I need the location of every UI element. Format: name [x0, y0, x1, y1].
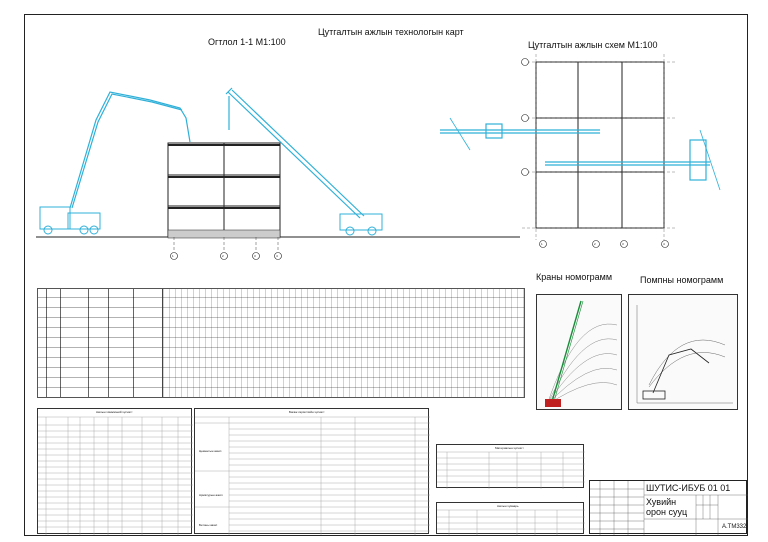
- section-axis-label: 4: [276, 254, 278, 258]
- plan-axis-label: 1: [541, 242, 543, 246]
- work-schedule-columns: [38, 289, 163, 397]
- title-block: [589, 480, 747, 534]
- work-schedule-summary-title: Ажлын хуваарь: [497, 504, 519, 508]
- building-name-line1: Хувийн: [646, 497, 677, 507]
- building-name: [646, 497, 687, 517]
- section-title: Огтлол 1-1 М1:100: [208, 37, 286, 47]
- crane-nomogram-title: Краны номограмм: [536, 272, 613, 282]
- work-schedule-table: [37, 288, 525, 398]
- equipment-group-label: Арматурын ажил: [199, 493, 223, 497]
- equipment-table-title: Багаж хэрэгслийн хүснэгт: [289, 410, 325, 414]
- work-schedule-summary-table: [436, 502, 584, 534]
- equipment-group-label: Бетоны ажил: [199, 523, 218, 527]
- equipment-group-label: Цементын ажил: [199, 449, 222, 453]
- pump-nomogram-title: Помпны номограмм: [640, 275, 724, 285]
- building-name-line2: орон сууц: [646, 507, 688, 517]
- plan-axis-label: 4: [663, 242, 665, 246]
- drawing-code: ШУТИС-ИБУБ 01 01: [646, 483, 731, 493]
- equipment-table: [194, 408, 429, 534]
- volume-table-title: Ажлын хэмжээний хүснэгт: [96, 410, 133, 414]
- materials-table-title: Материалын хүснэгт: [495, 446, 524, 450]
- section-axis-label: 3: [254, 254, 256, 258]
- section-axis-label: 2: [222, 254, 224, 258]
- crane-nomogram: [536, 294, 622, 410]
- plan-title: Цутгалтын ажлын схем М1:100: [528, 40, 658, 50]
- plan-axis-label: 3: [622, 242, 624, 246]
- volume-table: [37, 408, 192, 534]
- section-axis-label: 1: [172, 254, 174, 258]
- group-code: А.ТМ332: [722, 524, 747, 530]
- plan-axis-label: 2: [594, 242, 596, 246]
- materials-table: [436, 444, 584, 488]
- pump-nomogram: [628, 294, 738, 410]
- main-title: Цутгалтын ажлын технологын карт: [318, 27, 464, 37]
